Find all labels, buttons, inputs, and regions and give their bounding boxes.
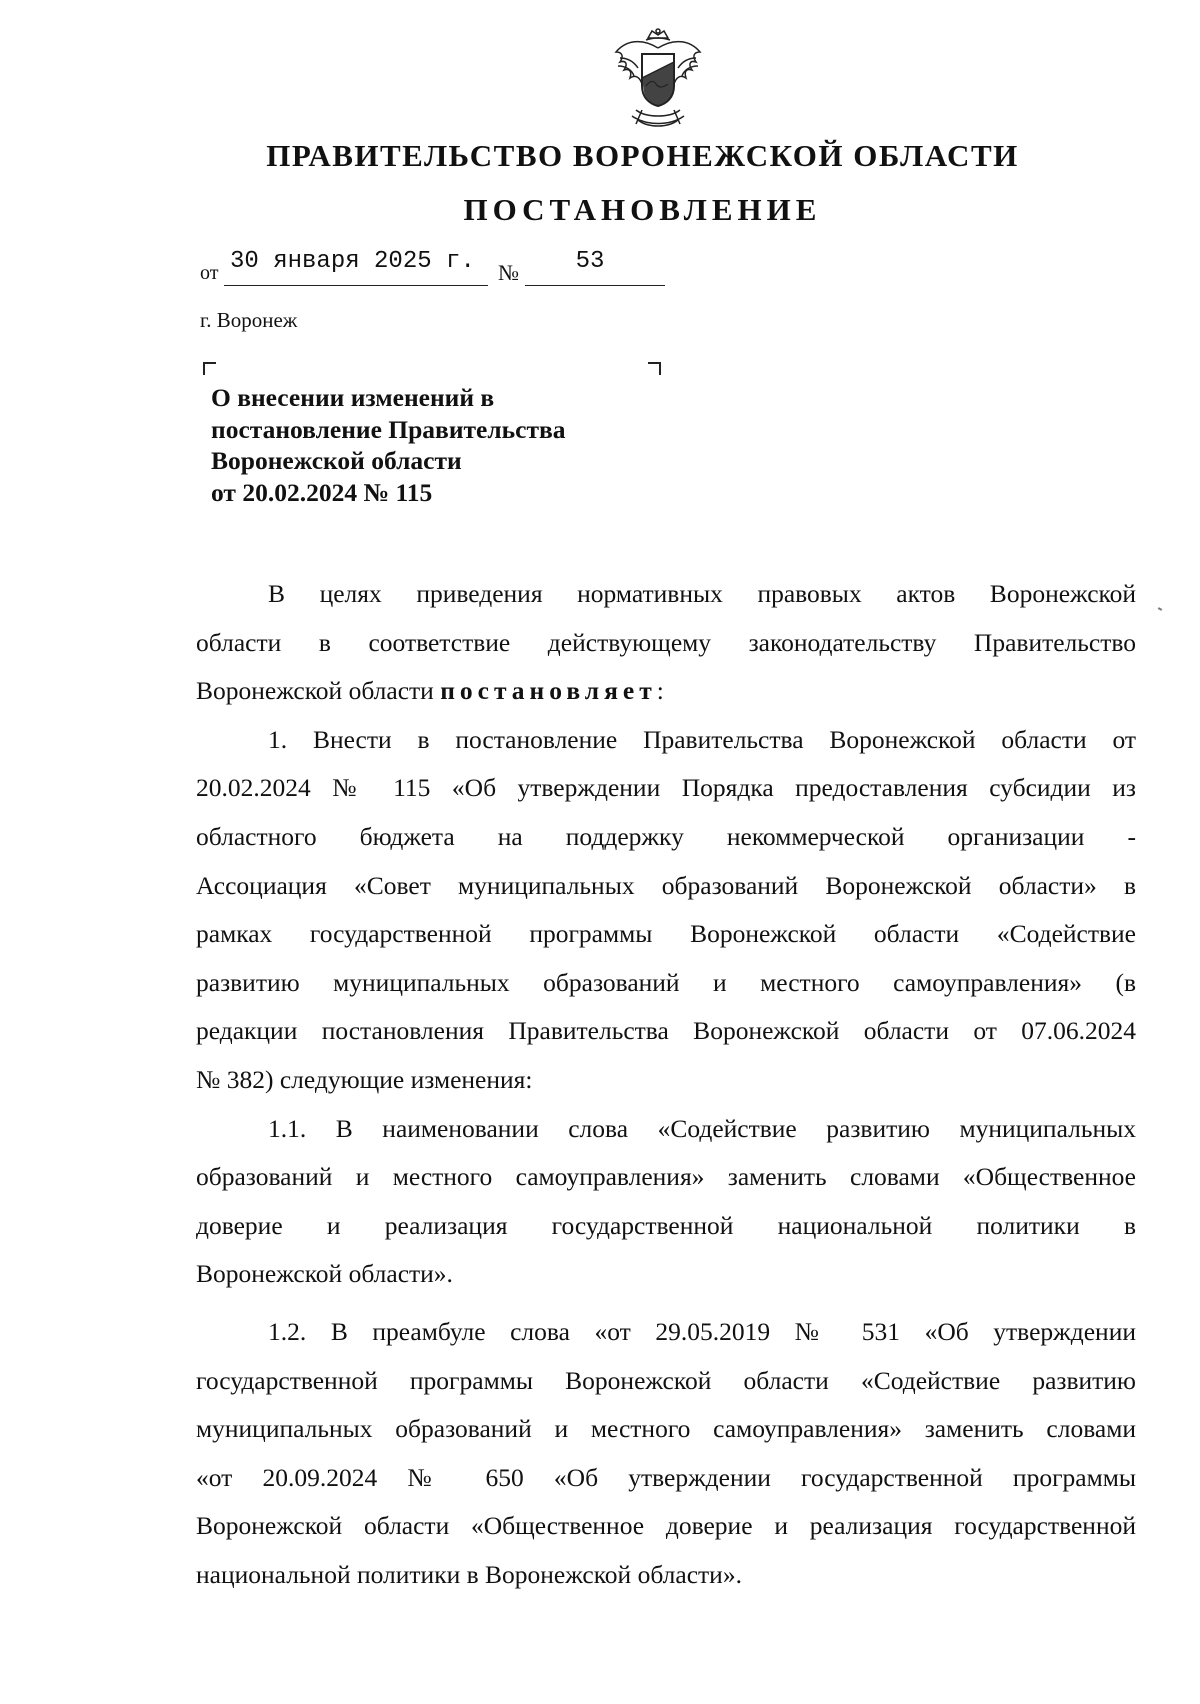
paragraph-1-2-line: муниципальных образований и местного самоуправления» заменить словами (196, 1414, 1136, 1444)
number-label: № (498, 260, 519, 285)
paragraph-1-2-line: национальной политики в Воронежской области». (196, 1559, 742, 1589)
preamble-line: В целях приведения нормативных правовых актов Воронежской (268, 579, 1136, 608)
document-date: 30 января 2025 г. (224, 248, 488, 286)
coat-of-arms-emblem (612, 28, 704, 134)
paragraph-1-line: рамках государственной программы Воронежской области «Содействие (196, 919, 1136, 949)
organization-title: ПРАВИТЕЛЬСТВО ВОРОНЕЖСКОЙ ОБЛАСТИ (266, 138, 1019, 173)
scan-speck (1158, 607, 1162, 611)
subject-bracket-left (203, 362, 216, 375)
paragraph-gap (196, 1299, 1136, 1308)
city-label: г. Воронеж (200, 308, 298, 332)
document-type-title: ПОСТАНОВЛЕНИЕ (463, 192, 822, 227)
decree-word: постановляет (440, 676, 657, 706)
paragraph-1-1-line: образований и местного самоуправления» заменить словами «Общественное (196, 1162, 1136, 1192)
subject-bracket-right (648, 362, 661, 375)
document-number: 53 (525, 248, 665, 286)
paragraph-1-2-line: «от 20.09.2024 № 650 «Об утверждении государственной программы (196, 1462, 1136, 1492)
subject-line: постановление Правительства (211, 414, 566, 444)
decree-colon: : (656, 676, 664, 706)
preamble-text: Воронежской области (196, 676, 441, 706)
preamble-line: области в соответствие действующему законодательству Правительство (196, 627, 1136, 657)
paragraph-1-2-line: 1.2. В преамбуле слова «от 29.05.2019 № 531 «Об утверждении (268, 1316, 1136, 1346)
paragraph-1-line: № 382) следующие изменения: (196, 1064, 533, 1094)
preamble-line (196, 667, 1136, 716)
paragraph-1-line: 1. Внести в постановление Правительства Воронежской области от (268, 724, 1136, 754)
paragraph-1-2-line: государственной программы Воронежской области «Содействие развитию (196, 1365, 1136, 1395)
subject-line: от 20.02.2024 № 115 (211, 477, 433, 507)
from-label: от (200, 262, 219, 284)
document-subject (211, 382, 566, 508)
paragraph-1-1-line: 1.1. В наименовании слова «Содействие развитию муниципальных (268, 1113, 1136, 1143)
document-body (196, 570, 1136, 1599)
paragraph-1-line: областного бюджета на поддержку некоммерческой организации - (196, 821, 1136, 851)
date-number-line (200, 248, 670, 288)
paragraph-1-2-line: Воронежской области «Общественное доверие и реализация государственной (196, 1511, 1136, 1541)
paragraph-1-1-line: Воронежской области». (196, 1259, 453, 1289)
paragraph-1-line: Ассоциация «Совет муниципальных образований Воронежской области» в (196, 870, 1136, 900)
subject-line: Воронежской области (211, 446, 462, 475)
paragraph-1-line: развитию муниципальных образований и местного самоуправления» (в (196, 967, 1136, 997)
paragraph-1-line: 20.02.2024 № 115 «Об утверждении Порядка предоставления субсидии из (196, 773, 1136, 803)
subject-line: О внесении изменений в (211, 383, 495, 412)
paragraph-1-1-line: доверие и реализация государственной национальной политики в (196, 1210, 1136, 1240)
paragraph-1-line: редакции постановления Правительства Воронежской области от 07.06.2024 (196, 1016, 1136, 1046)
